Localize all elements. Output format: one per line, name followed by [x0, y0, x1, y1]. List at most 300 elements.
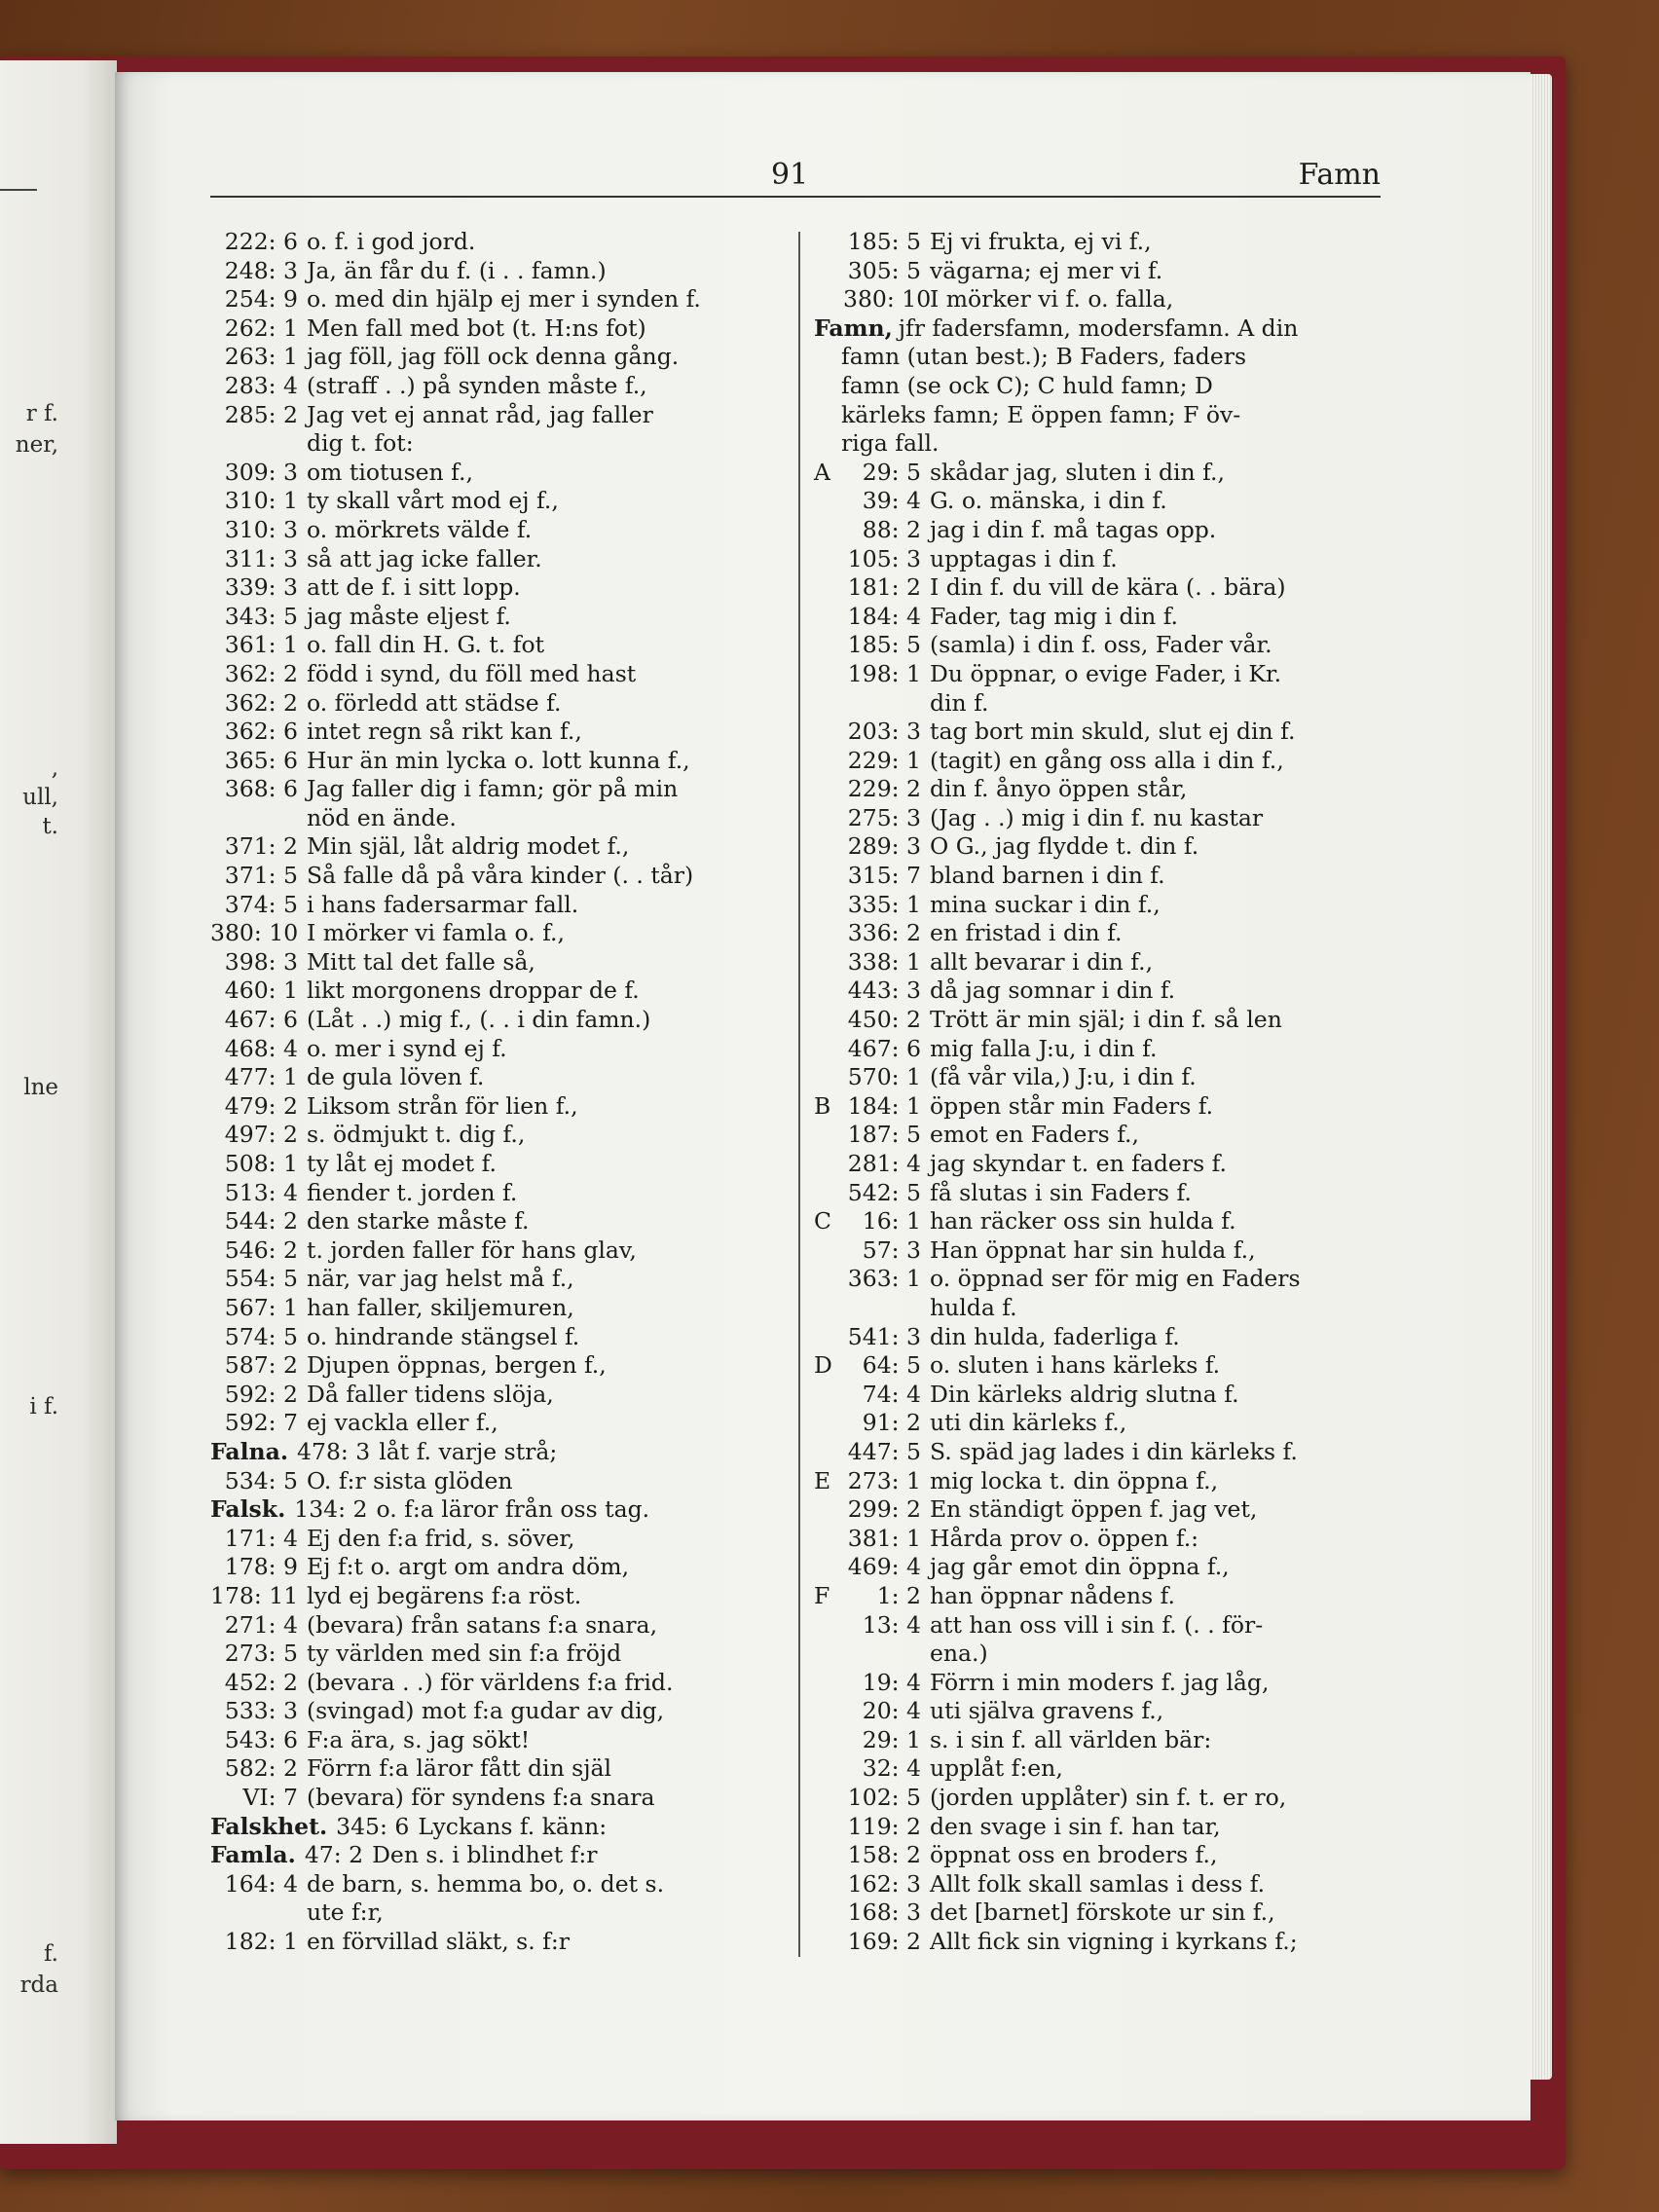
entry-text: jfr fadersfamn, modersfamn. A din — [898, 313, 1299, 342]
citation-text: Lyckans f. känn: — [418, 1812, 608, 1840]
citation-ref: VI: 7 — [242, 1784, 298, 1812]
citation-line — [210, 891, 777, 920]
citation-text: nöd en ände. — [307, 803, 457, 831]
citation-ref: 184: 1 — [847, 1091, 921, 1120]
citation-text: ty världen med sin f:a fröjd — [307, 1640, 622, 1668]
citation-text: de barn, s. hemma bo, o. det s. — [307, 1869, 665, 1898]
citation-line — [210, 862, 777, 891]
citation-ref: 158: 2 — [847, 1841, 921, 1869]
citation-text: Så falle då på våra kinder (. . tår) — [307, 862, 694, 890]
citation-line — [814, 1179, 1384, 1208]
citation-text: Liksom strån för lien f., — [307, 1091, 578, 1120]
citation-line — [814, 1409, 1384, 1438]
citation-line — [210, 1525, 777, 1554]
citation-text: (straff . .) på synden måste f., — [307, 371, 647, 399]
citation-text: att de f. i sitt lopp. — [307, 573, 521, 602]
citation-line — [210, 1467, 777, 1496]
citation-line — [210, 1640, 777, 1669]
citation-line — [210, 343, 777, 372]
citation-line — [814, 1092, 1384, 1122]
citation-ref: 229: 2 — [847, 775, 921, 803]
citation-ref: 543: 6 — [224, 1725, 298, 1753]
group-letter: E — [814, 1466, 831, 1494]
citation-ref: 363: 1 — [847, 1265, 921, 1293]
citation-text: då jag somnar i din f. — [930, 977, 1176, 1005]
citation-line — [210, 718, 777, 747]
column-divider — [798, 232, 800, 1957]
citation-ref: 450: 2 — [847, 1006, 921, 1034]
left-page-fragment: ner, — [15, 432, 58, 458]
left-page-fragment: t. — [42, 814, 58, 839]
citation-ref: 281: 4 — [847, 1150, 921, 1177]
citation-ref: 567: 1 — [224, 1293, 298, 1321]
citation-ref: 371: 2 — [224, 832, 298, 861]
citation-text: få slutas i sin Faders f. — [930, 1178, 1192, 1206]
citation-ref: 178: 11 — [210, 1581, 299, 1609]
citation-text: O. f:r sista glöden — [307, 1466, 513, 1494]
group-spacer — [814, 660, 843, 689]
citation-text: upptagas i din f. — [930, 544, 1118, 572]
entry-line — [814, 429, 1384, 459]
citation-line — [814, 1870, 1384, 1899]
citation-text: Ej den f:a frid, s. söver, — [307, 1524, 575, 1552]
citation-text: din f. ånyo öppen står, — [930, 775, 1188, 803]
citation-line — [814, 1035, 1384, 1064]
citation-text: din hulda, faderliga f. — [930, 1322, 1180, 1350]
citation-ref: 181: 2 — [847, 573, 921, 602]
group-spacer — [814, 1381, 843, 1410]
group-letter: A — [814, 458, 830, 486]
entry-text: famn (utan best.); B Faders, faders — [841, 343, 1247, 371]
page-number: 91 — [771, 158, 809, 192]
citation-ref: 74: 4 — [862, 1380, 921, 1408]
entry-headword: Falskhet. — [210, 1812, 328, 1840]
citation-line — [814, 948, 1384, 977]
citation-text: jag måste eljest f. — [307, 602, 511, 630]
citation-line — [814, 516, 1384, 545]
citation-ref: 263: 1 — [224, 343, 298, 371]
continuation-line — [814, 689, 1384, 719]
citation-line — [210, 1553, 777, 1582]
citation-text: Den s. i blindhet f:r — [372, 1841, 598, 1869]
citation-ref: 452: 2 — [224, 1668, 298, 1696]
citation-ref: 20: 4 — [862, 1697, 921, 1725]
citation-ref: 508: 1 — [224, 1150, 298, 1177]
citation-ref: 198: 1 — [847, 659, 921, 687]
citation-ref: 178: 9 — [224, 1553, 298, 1581]
citation-ref: 16: 1 — [862, 1207, 921, 1235]
citation-ref: 29: 1 — [862, 1725, 921, 1753]
left-page-rule — [0, 189, 37, 191]
ref-spacer — [843, 1640, 921, 1669]
citation-ref: 460: 1 — [224, 977, 298, 1005]
citation-line — [210, 1092, 777, 1122]
citation-ref: 361: 1 — [224, 631, 298, 659]
entry-headword: Falna. — [210, 1437, 289, 1465]
citation-ref: 335: 1 — [847, 890, 921, 918]
citation-text: den svage i sin f. han tar, — [930, 1812, 1221, 1840]
citation-ref: 479: 2 — [224, 1091, 298, 1120]
group-spacer — [814, 832, 843, 862]
citation-ref: 468: 4 — [224, 1034, 298, 1062]
citation-text: I mörker vi famla o. f., — [307, 919, 565, 947]
citation-line — [814, 285, 1384, 314]
citation-ref: 478: 3 — [297, 1437, 371, 1465]
left-page-fragment: i f. — [29, 1394, 58, 1419]
citation-ref: 39: 4 — [862, 487, 921, 515]
citation-ref: 168: 3 — [847, 1899, 921, 1927]
citation-ref: 283: 4 — [224, 371, 298, 399]
citation-ref: 47: 2 — [304, 1841, 364, 1869]
group-spacer — [814, 1121, 843, 1150]
left-page-fragment: ull, — [22, 785, 58, 810]
entry-line — [210, 1813, 777, 1842]
entry-headword: Famn, — [814, 313, 893, 342]
group-spacer — [814, 1784, 843, 1813]
citation-line — [210, 977, 777, 1006]
citation-line — [210, 1207, 777, 1236]
citation-line — [210, 1726, 777, 1755]
citation-line — [210, 1784, 777, 1813]
citation-ref: 534: 5 — [224, 1466, 298, 1494]
group-spacer — [814, 516, 843, 545]
citation-ref: 311: 3 — [224, 544, 298, 572]
citation-line — [210, 1035, 777, 1064]
group-spacer — [814, 948, 843, 977]
entry-text: famn (se ock C); C huld famn; D — [841, 371, 1213, 399]
citation-line — [210, 545, 777, 574]
citation-ref: 309: 3 — [224, 458, 298, 486]
citation-line — [210, 401, 777, 430]
citation-line — [814, 919, 1384, 948]
citation-line — [814, 1928, 1384, 1957]
citation-line — [814, 1467, 1384, 1496]
citation-ref: 164: 4 — [224, 1869, 298, 1898]
group-spacer — [814, 228, 843, 257]
citation-text: (bevara) från satans f:a snara, — [307, 1610, 658, 1639]
citation-line — [814, 1813, 1384, 1842]
citation-text: Han öppnat har sin hulda f., — [930, 1235, 1256, 1264]
group-spacer — [814, 891, 843, 920]
citation-text: ute f:r, — [307, 1899, 384, 1927]
group-spacer — [814, 1899, 843, 1928]
citation-text: Allt fick sin vigning i kyrkans f.; — [930, 1928, 1298, 1956]
citation-text: född i synd, du föll med hast — [307, 659, 637, 687]
citation-line — [814, 1726, 1384, 1755]
citation-text: fiender t. jorden f. — [307, 1178, 518, 1206]
citation-ref: 398: 3 — [224, 947, 298, 976]
citation-text: en fristad i din f. — [930, 919, 1123, 947]
citation-line — [814, 631, 1384, 660]
citation-line — [814, 603, 1384, 632]
citation-text: o. med din hjälp ej mer i synden f. — [307, 285, 701, 313]
entry-headword: Famla. — [210, 1841, 296, 1869]
citation-text: Min själ, låt aldrig modet f., — [307, 832, 630, 861]
citation-text: Fader, tag mig i din f. — [930, 602, 1179, 630]
citation-line — [210, 948, 777, 977]
entry-headword: Falsk. — [210, 1495, 286, 1524]
citation-line — [814, 775, 1384, 804]
citation-text: o. f:a läror från oss tag. — [376, 1495, 650, 1524]
citation-text: så att jag icke faller. — [307, 544, 542, 572]
citation-ref: 546: 2 — [224, 1235, 298, 1264]
citation-line — [814, 257, 1384, 286]
group-spacer — [814, 1438, 843, 1467]
citation-line — [210, 603, 777, 632]
group-spacer — [814, 603, 843, 632]
citation-line — [210, 1265, 777, 1294]
citation-ref: 184: 4 — [847, 602, 921, 630]
citation-text: o. f. i god jord. — [307, 228, 476, 255]
citation-text: han öppnar nådens f. — [930, 1581, 1175, 1609]
citation-text: (Jag . .) mig i din f. nu kastar — [930, 803, 1264, 831]
citation-ref: 497: 2 — [224, 1121, 298, 1149]
group-spacer — [814, 919, 843, 948]
citation-line — [814, 1611, 1384, 1641]
citation-text: de gula löven f. — [307, 1063, 485, 1091]
citation-line — [210, 285, 777, 314]
citation-line — [814, 862, 1384, 891]
citation-text: Mitt tal det falle så, — [307, 947, 535, 976]
citation-ref: 119: 2 — [847, 1812, 921, 1840]
citation-line — [814, 747, 1384, 776]
continuation-line — [210, 429, 777, 459]
citation-ref: 544: 2 — [224, 1207, 298, 1235]
left-page-fragment: r f. — [25, 401, 58, 426]
citation-line — [210, 314, 777, 344]
group-spacer — [814, 1409, 843, 1438]
citation-text: I din f. du vill de kära (. . bära) — [930, 573, 1286, 602]
ref-spacer — [843, 1294, 921, 1323]
citation-ref: 513: 4 — [224, 1178, 298, 1206]
citation-line — [210, 1351, 777, 1381]
citation-line — [814, 1438, 1384, 1467]
citation-text: hulda f. — [930, 1293, 1017, 1321]
citation-text: O G., jag flydde t. din f. — [930, 832, 1199, 861]
citation-line — [210, 1409, 777, 1438]
citation-line — [210, 487, 777, 516]
citation-line — [210, 228, 777, 257]
citation-ref: 285: 2 — [224, 400, 298, 428]
group-spacer — [814, 1323, 843, 1352]
citation-ref: 310: 1 — [224, 487, 298, 515]
continuation-line — [210, 1899, 777, 1928]
citation-ref: 273: 1 — [847, 1466, 921, 1494]
citation-line — [814, 1381, 1384, 1410]
citation-text: jag skyndar t. en faders f. — [930, 1150, 1227, 1177]
citation-ref: 182: 1 — [224, 1928, 298, 1956]
group-spacer — [814, 1294, 843, 1323]
citation-ref: 185: 5 — [847, 228, 921, 255]
citation-line — [210, 660, 777, 689]
citation-line — [210, 1323, 777, 1352]
group-spacer — [814, 1495, 843, 1525]
citation-text: öppnat oss en broders f., — [930, 1841, 1218, 1869]
citation-text: det [barnet] förskote ur sin f., — [930, 1899, 1275, 1927]
citation-text: Du öppnar, o evige Fader, i Kr. — [930, 659, 1282, 687]
citation-text: (Låt . .) mig f., (. . i din famn.) — [307, 1006, 651, 1034]
citation-line — [814, 1150, 1384, 1179]
citation-line — [814, 1525, 1384, 1554]
citation-ref: 554: 5 — [224, 1265, 298, 1293]
citation-text: (svingad) mot f:a gudar av dig, — [307, 1697, 665, 1725]
citation-text: (bevara) för syndens f:a snara — [307, 1784, 655, 1812]
citation-ref: 64: 5 — [862, 1351, 921, 1380]
citation-ref: 343: 5 — [224, 602, 298, 630]
citation-ref: 273: 5 — [224, 1640, 298, 1668]
citation-text: G. o. mänska, i din f. — [930, 487, 1167, 515]
citation-text: jag i din f. må tagas opp. — [930, 515, 1217, 543]
citation-line — [814, 1323, 1384, 1352]
citation-text: den starke måste f. — [307, 1207, 530, 1235]
group-spacer — [814, 804, 843, 833]
citation-line — [814, 545, 1384, 574]
citation-text: Allt folk skall samlas i dess f. — [930, 1869, 1266, 1898]
citation-line — [210, 459, 777, 488]
citation-text: din f. — [930, 688, 989, 717]
citation-ref: 339: 3 — [224, 573, 298, 602]
citation-text: vägarna; ej mer vi f. — [930, 256, 1163, 284]
citation-text: emot en Faders f., — [930, 1121, 1139, 1149]
citation-text: o. fall din H. G. t. fot — [307, 631, 545, 659]
citation-text: Jag faller dig i famn; gör på min — [307, 775, 679, 803]
citation-ref: 275: 3 — [847, 803, 921, 831]
citation-text: mig locka t. din öppna f., — [930, 1466, 1219, 1494]
citation-text: o. öppnad ser för mig en Faders — [930, 1265, 1301, 1293]
citation-ref: 380: 10 — [210, 919, 299, 947]
citation-text: likt morgonens droppar de f. — [307, 977, 640, 1005]
citation-ref: 169: 2 — [847, 1928, 921, 1956]
citation-line — [814, 573, 1384, 603]
group-spacer — [814, 775, 843, 804]
citation-text: att han oss vill i sin f. (. . för- — [930, 1610, 1264, 1639]
citation-line — [210, 573, 777, 603]
citation-text: mina suckar i din f., — [930, 890, 1161, 918]
group-letter: C — [814, 1207, 831, 1235]
citation-line — [210, 257, 777, 286]
group-spacer — [814, 1179, 843, 1208]
group-spacer — [814, 718, 843, 747]
citation-ref: 222: 6 — [224, 228, 298, 255]
citation-line — [210, 919, 777, 948]
entry-line — [210, 1495, 777, 1525]
citation-text: uti din kärleks f., — [930, 1409, 1127, 1437]
citation-line — [210, 1582, 777, 1611]
ref-spacer — [210, 429, 298, 459]
citation-ref: 533: 3 — [224, 1697, 298, 1725]
left-page-fragment: lne — [23, 1075, 58, 1100]
citation-line — [814, 1754, 1384, 1784]
left-page-fragment: , — [51, 756, 58, 781]
citation-ref: 582: 2 — [224, 1754, 298, 1783]
group-spacer — [814, 1525, 843, 1554]
citation-text: s. ödmjukt t. dig f., — [307, 1121, 526, 1149]
citation-ref: 162: 3 — [847, 1869, 921, 1898]
citation-ref: 88: 2 — [862, 515, 921, 543]
citation-text: Förrn i min moders f. jag låg, — [930, 1668, 1270, 1696]
citation-text: lyd ej begärens f:a röst. — [307, 1581, 582, 1609]
citation-text: o. mer i synd ej f. — [307, 1034, 507, 1062]
citation-ref: 32: 4 — [862, 1754, 921, 1783]
citation-text: intet regn så rikt kan f., — [307, 718, 582, 746]
citation-ref: 447: 5 — [847, 1437, 921, 1465]
citation-ref: 310: 3 — [224, 515, 298, 543]
citation-text: ej vackla eller f., — [307, 1409, 498, 1437]
group-spacer — [814, 285, 843, 314]
citation-ref: 336: 2 — [847, 919, 921, 947]
citation-text: upplåt f:en, — [930, 1754, 1063, 1783]
citation-ref: 477: 1 — [224, 1063, 298, 1091]
citation-line — [210, 1870, 777, 1899]
citation-ref: 380: 10 — [843, 285, 932, 313]
citation-ref: 381: 1 — [847, 1524, 921, 1552]
citation-text: jag går emot din öppna f., — [930, 1553, 1230, 1581]
citation-line — [814, 832, 1384, 862]
continuation-line — [814, 1294, 1384, 1323]
group-spacer — [814, 1150, 843, 1179]
citation-ref: 187: 5 — [847, 1121, 921, 1149]
citation-ref: 19: 4 — [862, 1668, 921, 1696]
citation-line — [210, 1928, 777, 1957]
entry-line — [814, 372, 1384, 401]
citation-line — [814, 1582, 1384, 1611]
citation-line — [814, 1265, 1384, 1294]
citation-text: när, var jag helst må f., — [307, 1265, 574, 1293]
citation-ref: 271: 4 — [224, 1610, 298, 1639]
citation-ref: 134: 2 — [294, 1495, 368, 1524]
citation-text: S. späd jag lades i din kärleks f. — [930, 1437, 1298, 1465]
group-spacer — [814, 1265, 843, 1294]
citation-text: jag föll, jag föll ock denna gång. — [307, 343, 680, 371]
citation-text: o. mörkrets välde f. — [307, 515, 533, 543]
citation-line — [210, 1381, 777, 1410]
citation-line — [210, 1236, 777, 1266]
citation-ref: 362: 2 — [224, 688, 298, 717]
entry-line — [814, 314, 1384, 344]
citation-ref: 467: 6 — [847, 1034, 921, 1062]
group-spacer — [814, 1611, 843, 1641]
citation-text: o. förledd att städse f. — [307, 688, 562, 717]
group-spacer — [814, 545, 843, 574]
citation-text: Hur än min lycka o. lott kunna f., — [307, 746, 690, 774]
citation-ref: 345: 6 — [336, 1812, 410, 1840]
citation-line — [814, 977, 1384, 1006]
citation-text: o. sluten i hans kärleks f. — [930, 1351, 1221, 1380]
citation-text: om tiotusen f., — [307, 458, 473, 486]
citation-text: ty skall vårt mod ej f., — [307, 487, 559, 515]
citation-line — [814, 1236, 1384, 1266]
group-spacer — [814, 1640, 843, 1669]
citation-ref: 338: 1 — [847, 947, 921, 976]
citation-text: Din kärleks aldrig slutna f. — [930, 1380, 1239, 1408]
group-spacer — [814, 689, 843, 719]
citation-line — [210, 516, 777, 545]
citation-ref: 365: 6 — [224, 746, 298, 774]
citation-text: Ej vi frukta, ej vi f., — [930, 228, 1152, 255]
citation-text: F:a ära, s. jag sökt! — [307, 1725, 531, 1753]
citation-text: (få vår vila,) J:u, i din f. — [930, 1063, 1197, 1091]
citation-text: Förrn f:a läror fått din själ — [307, 1754, 612, 1783]
citation-ref: 1: 2 — [876, 1581, 921, 1609]
citation-line — [210, 1294, 777, 1323]
citation-ref: 467: 6 — [224, 1006, 298, 1034]
ref-spacer — [210, 804, 298, 833]
group-spacer — [814, 1063, 843, 1092]
citation-text: (jorden upplåter) sin f. t. er ro, — [930, 1784, 1287, 1812]
ref-spacer — [843, 689, 921, 719]
citation-line — [210, 1150, 777, 1179]
citation-text: Hårda prov o. öppen f.: — [930, 1524, 1199, 1552]
